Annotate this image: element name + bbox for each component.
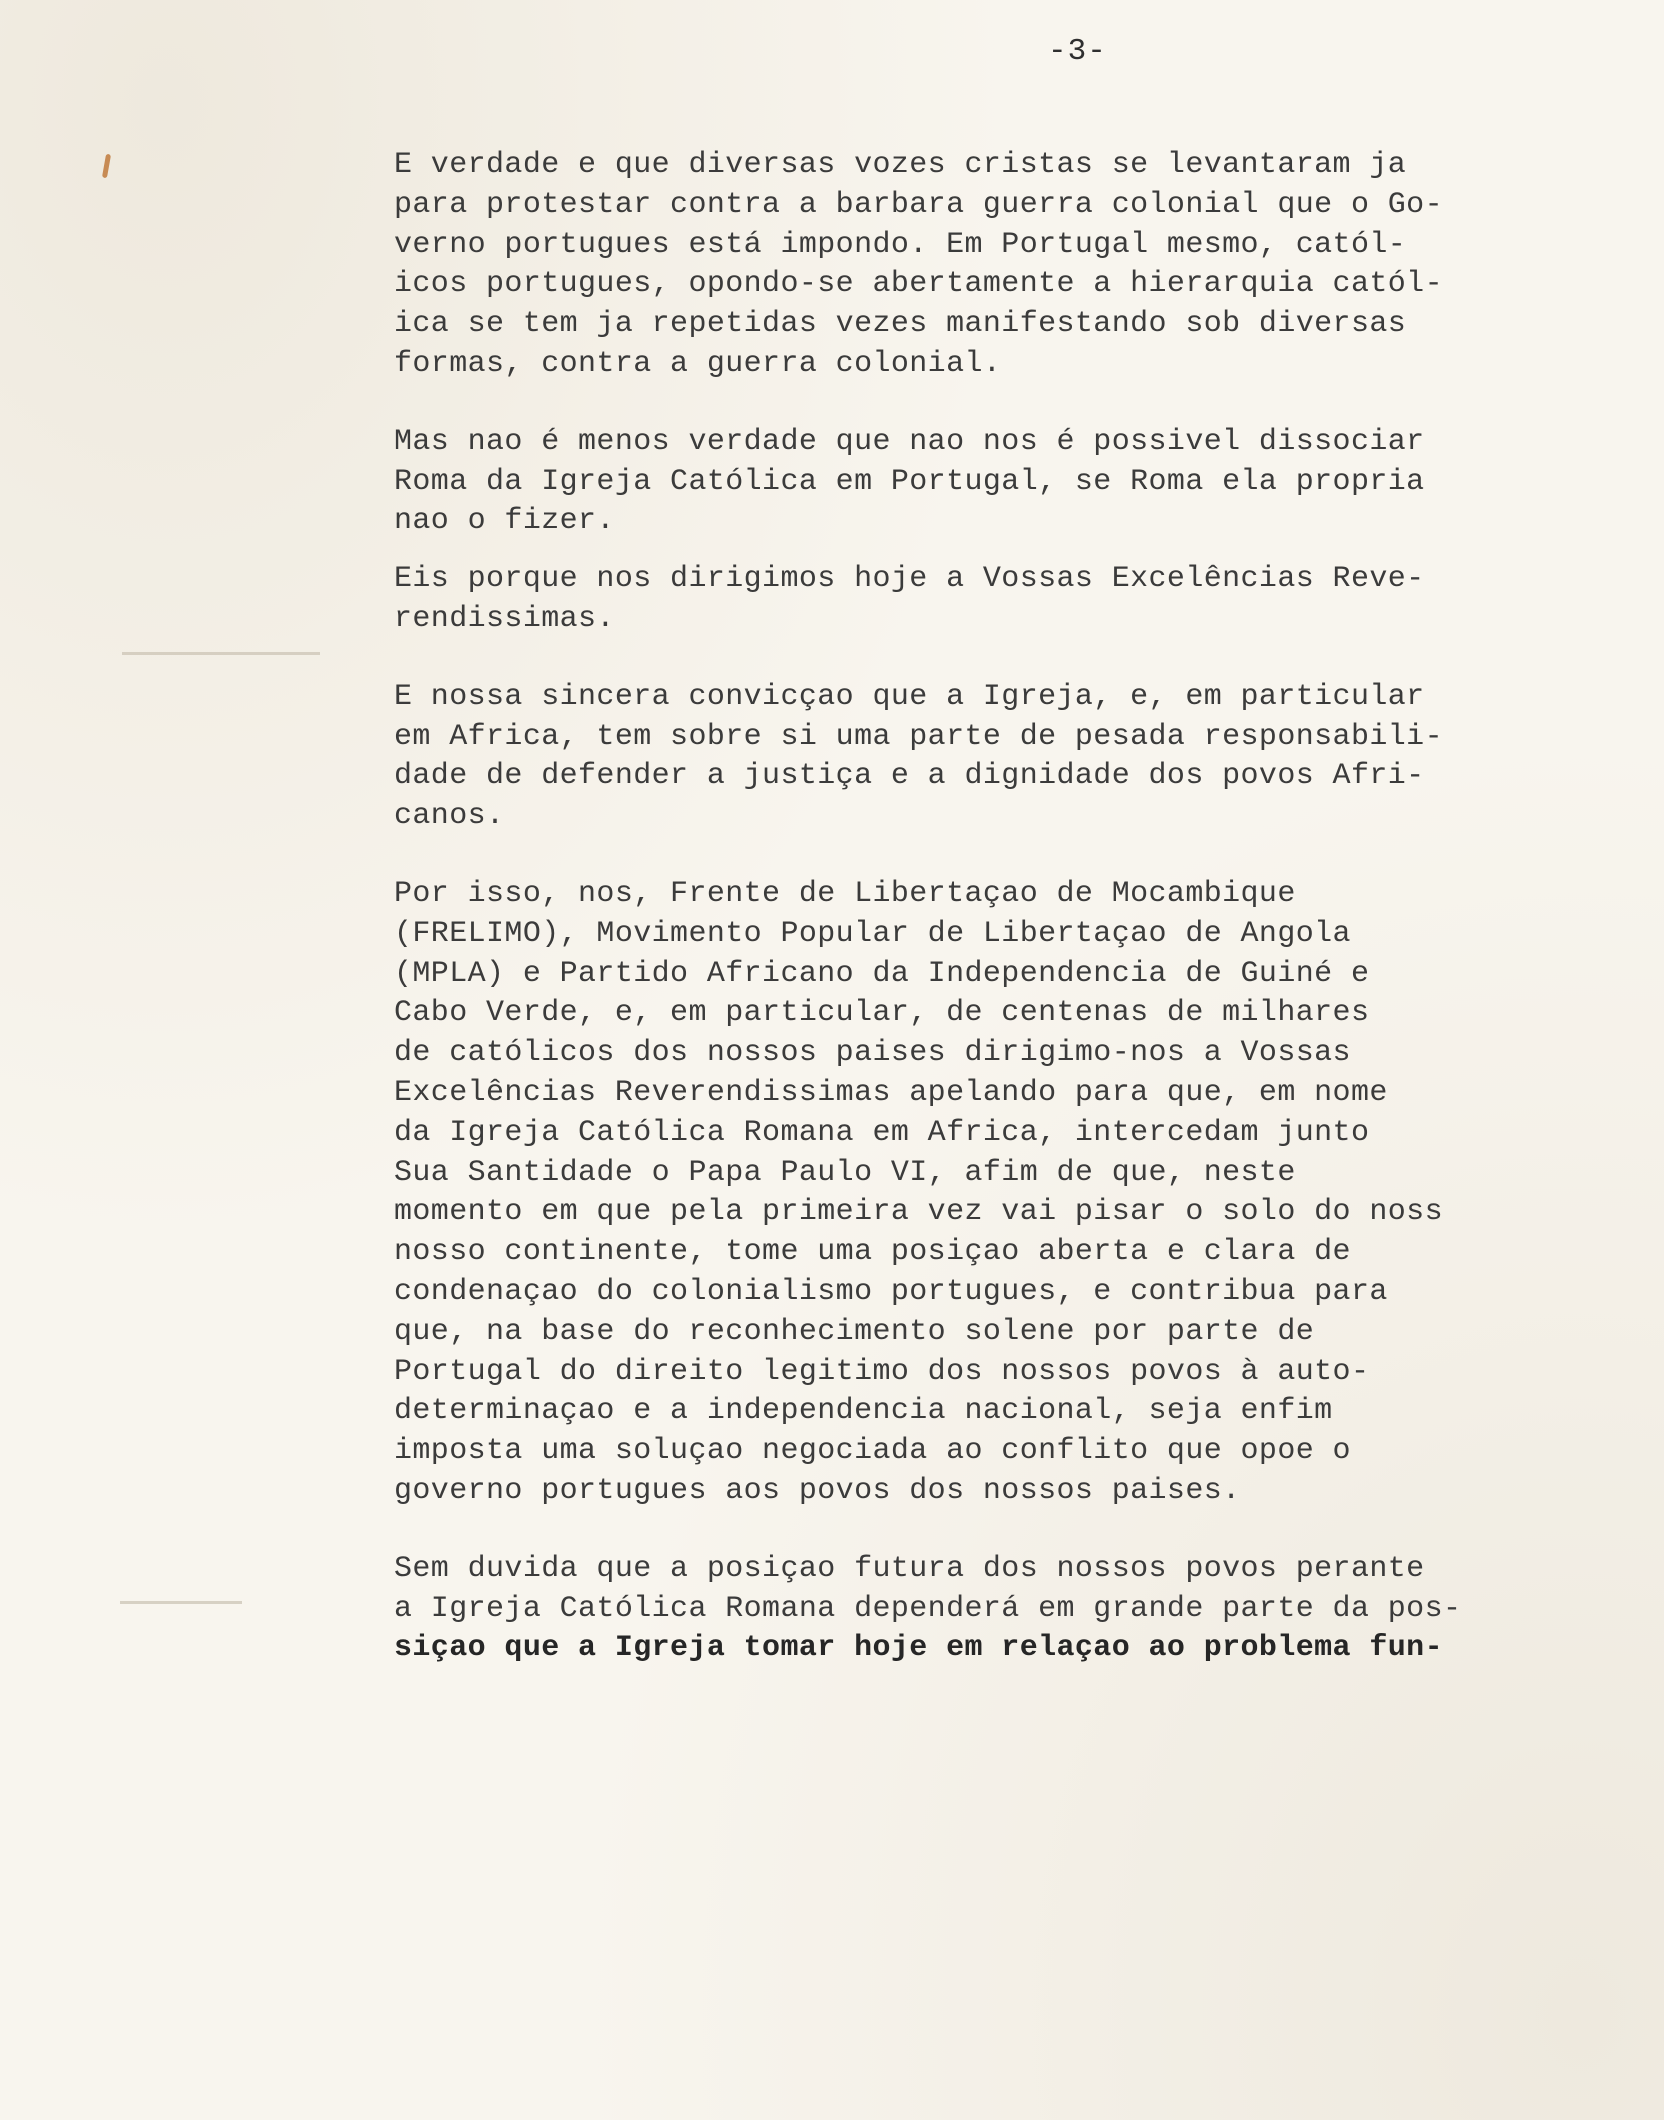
ink-stain xyxy=(102,154,111,179)
text-line: Roma da Igreja Católica em Portugal, se Roma ela propria xyxy=(394,464,1425,499)
paragraph-5 xyxy=(394,875,1574,1512)
text-line: Excelências Reverendissimas apelando para que, em nome xyxy=(394,1075,1388,1110)
letter-body xyxy=(394,146,1574,1707)
text-line: a Igreja Católica Romana dependerá em grande parte da pos- xyxy=(394,1591,1462,1626)
text-line: formas, contra a guerra colonial. xyxy=(394,346,1002,381)
text-line: siçao que a Igreja tomar hoje em relaçao ao problema fun- xyxy=(394,1631,1443,1666)
text-line: para protestar contra a barbara guerra colonial que o Go- xyxy=(394,187,1443,222)
text-line: verno portugues está impondo. Em Portugal mesmo, catól- xyxy=(394,227,1407,262)
text-line: nosso continente, tome uma posiçao aberta e clara de xyxy=(394,1235,1351,1270)
text-line: E nossa sincera convicçao que a Igreja, e, em particular xyxy=(394,679,1425,714)
text-line: da Igreja Católica Romana em Africa, intercedam junto xyxy=(394,1115,1370,1150)
text-line: ica se tem ja repetidas vezes manifestando sob diversas xyxy=(394,307,1407,342)
text-line: rendissimas. xyxy=(394,601,615,636)
paragraph-2 xyxy=(394,423,1574,542)
text-line: imposta uma soluçao negociada ao conflito que opoe o xyxy=(394,1434,1351,1469)
text-line: Mas nao é menos verdade que nao nos é possivel dissociar xyxy=(394,424,1425,459)
text-line: dade de defender a justiça e a dignidade dos povos Afri- xyxy=(394,759,1425,794)
margin-fold-mark xyxy=(122,652,320,655)
text-line: (FRELIMO), Movimento Popular de Libertaçao de Angola xyxy=(394,916,1351,951)
text-line: canos. xyxy=(394,799,505,834)
text-line: Sua Santidade o Papa Paulo VI, afim de que, neste xyxy=(394,1155,1296,1190)
text-line: condenaçao do colonialismo portugues, e contribua para xyxy=(394,1274,1388,1309)
paragraph-4 xyxy=(394,678,1574,837)
text-line: governo portugues aos povos dos nossos paises. xyxy=(394,1473,1241,1508)
text-line: (MPLA) e Partido Africano da Independencia de Guiné e xyxy=(394,956,1370,991)
text-line: Eis porque nos dirigimos hoje a Vossas Excelências Reve- xyxy=(394,562,1425,597)
paragraph-3 xyxy=(394,560,1574,640)
text-line: momento em que pela primeira vez vai pisar o solo do noss xyxy=(394,1195,1443,1230)
text-line: que, na base do reconhecimento solene por parte de xyxy=(394,1314,1315,1349)
text-line: E verdade e que diversas vozes cristas se levantaram ja xyxy=(394,148,1407,182)
text-line: de católicos dos nossos paises dirigimo-nos a Vossas xyxy=(394,1036,1351,1071)
text-line: Por isso, nos, Frente de Libertaçao de Mocambique xyxy=(394,876,1296,911)
text-line: determinaçao e a independencia nacional, seja enfim xyxy=(394,1394,1333,1429)
text-line: em Africa, tem sobre si uma parte de pesada responsabili- xyxy=(394,719,1443,754)
paragraph-6 xyxy=(394,1550,1574,1669)
text-line: Cabo Verde, e, em particular, de centenas de milhares xyxy=(394,996,1370,1031)
text-line: nao o fizer. xyxy=(394,504,615,539)
text-line: icos portugues, opondo-se abertamente a hierarquia catól- xyxy=(394,267,1443,302)
text-line: Portugal do direito legitimo dos nossos povos à auto- xyxy=(394,1354,1370,1389)
text-line: Sem duvida que a posiçao futura dos nossos povos perante xyxy=(394,1551,1425,1586)
margin-fold-mark xyxy=(120,1601,242,1604)
page-number: -3- xyxy=(1048,34,1107,69)
paragraph-1 xyxy=(394,146,1574,385)
